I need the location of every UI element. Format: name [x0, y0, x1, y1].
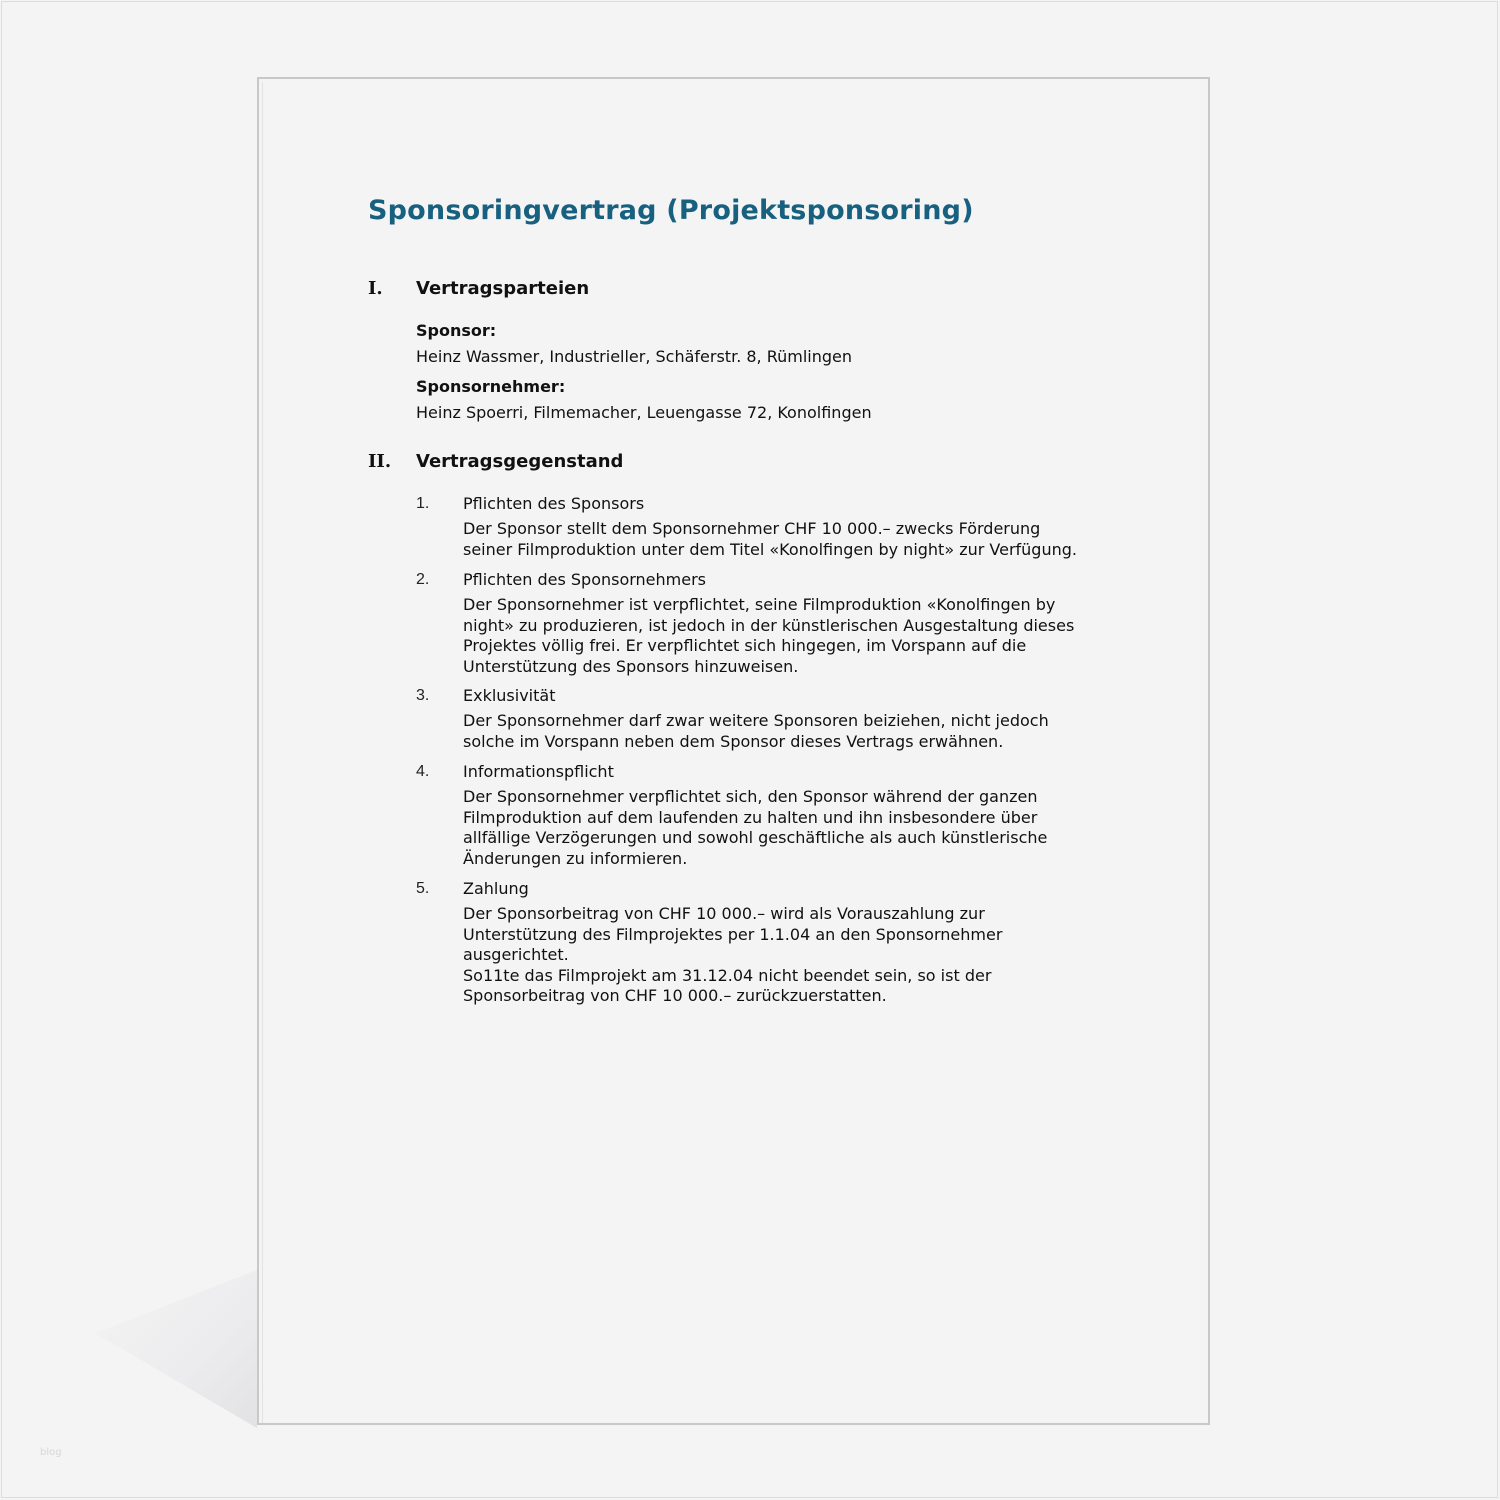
- clause-line: seiner Filmproduktion unter dem Titel «Konolfingen by night» zur Verfügung.: [463, 539, 1077, 559]
- clause-number: 5.: [416, 880, 430, 897]
- clause-number: 1.: [416, 495, 430, 512]
- clause-line: Filmproduktion auf dem laufenden zu halten und ihn insbesondere über: [463, 807, 1038, 827]
- clause-line: Unterstützung des Filmprojektes per 1.1.04 an den Sponsornehmer: [463, 924, 1003, 944]
- clause-heading: Pflichten des Sponsornehmers: [463, 570, 707, 589]
- clause-body: [463, 787, 1047, 869]
- clause-line: Sponsorbeitrag von CHF 10 000.– zurückzuerstatten.: [463, 986, 887, 1005]
- clause-line: Projektes völlig frei. Er verpflichtet sich hingegen, im Vorspann auf die: [463, 636, 1027, 655]
- clause-line: Der Sponsornehmer ist verpflichtet, seine Filmproduktion «Konolfingen by: [463, 595, 1056, 614]
- section-heading-vertragsgegenstand: [368, 451, 623, 472]
- page-shadow: [95, 1270, 257, 1428]
- clause-number: 2.: [416, 571, 430, 588]
- section-number: I.: [368, 278, 383, 299]
- section-title: Vertragsgegenstand: [416, 451, 624, 472]
- document-page: [257, 77, 1210, 1425]
- section-number: II.: [368, 451, 392, 472]
- party-value: Heinz Wassmer, Industrieller, Schäferstr. 8, Rümlingen: [416, 347, 853, 366]
- clause-line: Der Sponsorbeitrag von CHF 10 000.– wird als Vorauszahlung zur: [463, 904, 985, 923]
- clause-heading: Zahlung: [463, 879, 529, 898]
- clause-line: Der Sponsornehmer darf zwar weitere Sponsoren beiziehen, nicht jedoch: [463, 711, 1049, 730]
- party-sponsornehmer: [416, 374, 872, 426]
- clause-line: So11te das Filmprojekt am 31.12.04 nicht beendet sein, so ist der: [463, 965, 992, 985]
- clause-line: solche im Vorspann neben dem Sponsor dieses Vertrags erwähnen.: [463, 731, 1004, 751]
- section-title: Vertragsparteien: [416, 278, 590, 299]
- clause-heading: Informationspflicht: [463, 762, 614, 781]
- clause-body: [463, 595, 1074, 677]
- party-value: Heinz Spoerri, Filmemacher, Leuengasse 72, Konolfingen: [416, 403, 872, 422]
- clause-line: ausgerichtet.: [463, 945, 569, 964]
- clause-body: [463, 711, 1049, 752]
- watermark-text: blog: [40, 1447, 62, 1458]
- party-label: Sponsornehmer:: [416, 377, 566, 396]
- document-title: Sponsoringvertrag (Projektsponsoring): [368, 195, 974, 226]
- clause-line: allfällige Verzögerungen und sowohl geschäftliche als auch künstlerische: [463, 828, 1048, 847]
- clause-line: Änderungen zu informieren.: [463, 848, 688, 868]
- party-sponsor: [416, 318, 852, 370]
- clause-heading: Exklusivität: [463, 686, 556, 705]
- clause-line: Der Sponsornehmer verpflichtet sich, den Sponsor während der ganzen: [463, 787, 1038, 806]
- clause-line: Unterstützung des Sponsors hinzuweisen.: [463, 656, 799, 676]
- party-label: Sponsor:: [416, 321, 497, 340]
- clause-body: [463, 904, 1002, 1007]
- clause-heading: Pflichten des Sponsors: [463, 494, 645, 513]
- clause-line: night» zu produzieren, ist jedoch in der künstlerischen Ausgestaltung dieses: [463, 615, 1075, 635]
- clause-number: 3.: [416, 687, 430, 704]
- clause-body: [463, 519, 1077, 560]
- clause-number: 4.: [416, 763, 430, 780]
- clause-line: Der Sponsor stellt dem Sponsornehmer CHF 10 000.– zwecks Förderung: [463, 519, 1041, 538]
- section-heading-vertragsparteien: [368, 278, 589, 299]
